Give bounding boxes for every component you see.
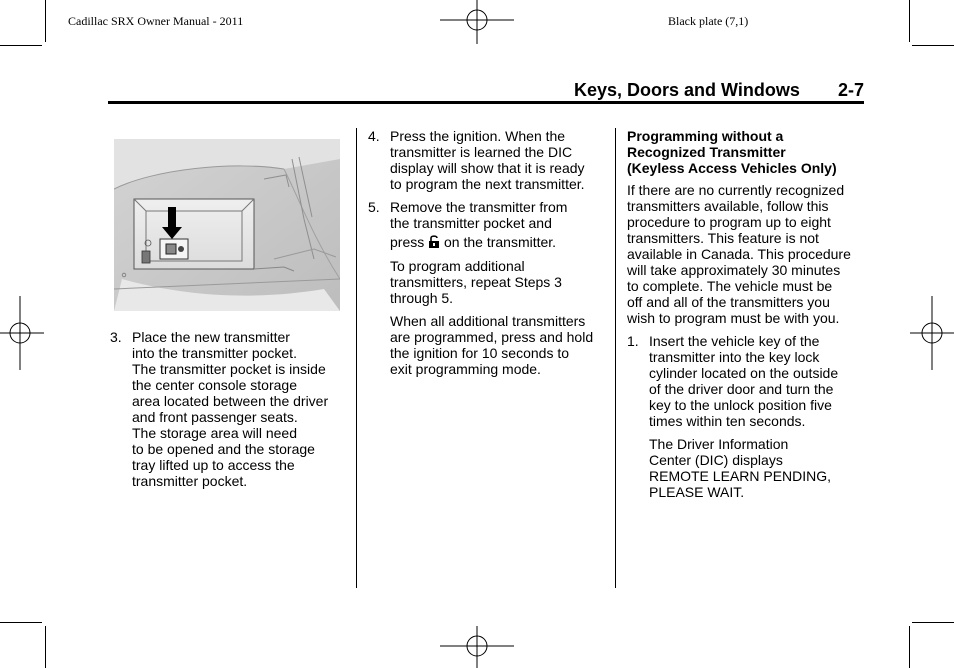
heading-line: Recognized Transmitter — [627, 144, 786, 160]
press-after-text: on the transmitter. — [444, 234, 557, 250]
crop-mark — [912, 45, 954, 46]
registration-mark-icon — [438, 626, 516, 668]
intro-paragraph — [627, 182, 867, 326]
step-line: Insert the vehicle key of the — [649, 333, 820, 349]
step-5 — [368, 199, 610, 250]
crop-mark — [0, 45, 42, 46]
step-line: transmitter into the key lock — [649, 349, 820, 365]
para-line: are programmed, press and hold — [390, 329, 594, 345]
plate-label: Black plate (7,1) — [668, 14, 749, 28]
step-line: Remove the transmitter from — [390, 199, 568, 215]
para-line: transmitters. This feature is not — [627, 230, 819, 246]
para-line: available in Canada. This procedure — [627, 246, 851, 262]
crop-mark — [909, 626, 910, 668]
para-line: PLEASE WAIT. — [649, 484, 745, 500]
press-text: press — [390, 234, 425, 250]
step-line: The storage area will need — [132, 425, 297, 441]
para-line: off and all of the transmitters you — [627, 294, 830, 310]
step-line: The transmitter pocket is inside — [132, 361, 326, 377]
section-heading — [627, 128, 867, 176]
header-rule — [108, 101, 864, 104]
step-line: to be opened and the storage — [132, 441, 315, 457]
crop-mark — [0, 622, 42, 623]
para-line: will take approximately 30 minutes — [627, 262, 841, 278]
crop-mark — [909, 0, 910, 42]
para-line: the ignition for 10 seconds to — [390, 345, 570, 361]
column-1 — [110, 329, 350, 489]
para-line: The Driver Information — [649, 436, 789, 452]
heading-line: Programming without a — [627, 128, 784, 144]
para-line: transmitters, repeat Steps 3 — [390, 274, 562, 290]
heading-line: (Keyless Access Vehicles Only) — [627, 160, 837, 176]
para-line: procedure to program up to eight — [627, 214, 831, 230]
page-number: 2-7 — [838, 80, 865, 100]
step-line: into the transmitter pocket. — [132, 345, 297, 361]
step-3 — [110, 329, 350, 489]
step-line: display will show that it is ready — [390, 160, 585, 176]
step-line — [390, 234, 610, 250]
para-line: REMOTE LEARN PENDING, — [649, 468, 832, 484]
step-line: transmitter pocket. — [132, 473, 248, 489]
para-line: Center (DIC) displays — [649, 452, 783, 468]
registration-mark-icon — [438, 0, 516, 44]
step-line: times within ten seconds. — [649, 413, 806, 429]
step-number: 5. — [368, 199, 380, 215]
paragraph — [627, 436, 867, 500]
column-3 — [627, 128, 867, 500]
para-line: If there are no currently recognized — [627, 182, 845, 198]
para-line: transmitters available, follow this — [627, 198, 829, 214]
step-line: Press the ignition. When the — [390, 128, 566, 144]
step-line: the center console storage — [132, 377, 297, 393]
step-number: 1. — [627, 333, 639, 349]
step-line: and front passenger seats. — [132, 409, 298, 425]
para-line: through 5. — [390, 290, 454, 306]
column-2 — [368, 128, 610, 377]
crop-mark — [45, 0, 46, 42]
paragraph — [368, 258, 610, 306]
step-line: to program the next transmitter. — [390, 176, 585, 192]
crop-mark — [45, 626, 46, 668]
step-line: Place the new transmitter — [132, 329, 290, 345]
crop-mark — [912, 622, 954, 623]
unlock-icon — [428, 234, 440, 249]
para-line: exit programming mode. — [390, 361, 541, 377]
step-line: tray lifted up to access the — [132, 457, 295, 473]
step-number: 4. — [368, 128, 380, 144]
step-line: area located between the driver — [132, 393, 329, 409]
step-number: 3. — [110, 329, 122, 345]
registration-mark-icon — [0, 294, 44, 372]
step-line: transmitter is learned the DIC — [390, 144, 573, 160]
para-line: wish to program must be with you. — [627, 310, 840, 326]
registration-mark-icon — [910, 294, 954, 372]
para-line: to complete. The vehicle must be — [627, 278, 833, 294]
paragraph — [368, 313, 610, 377]
step-line: of the driver door and turn the — [649, 381, 834, 397]
section-title: Keys, Doors and Windows — [574, 80, 800, 100]
para-line: To program additional — [390, 258, 525, 274]
step-1 — [627, 333, 867, 429]
column-divider — [615, 128, 616, 588]
step-line: key to the unlock position five — [649, 397, 832, 413]
step-4 — [368, 128, 610, 192]
transmitter-pocket-illustration — [114, 139, 340, 311]
step-line: the transmitter pocket and — [390, 215, 552, 231]
manual-title: Cadillac SRX Owner Manual - 2011 — [68, 14, 244, 28]
step-line: cylinder located on the outside — [649, 365, 839, 381]
para-line: When all additional transmitters — [390, 313, 586, 329]
column-divider — [356, 128, 357, 588]
